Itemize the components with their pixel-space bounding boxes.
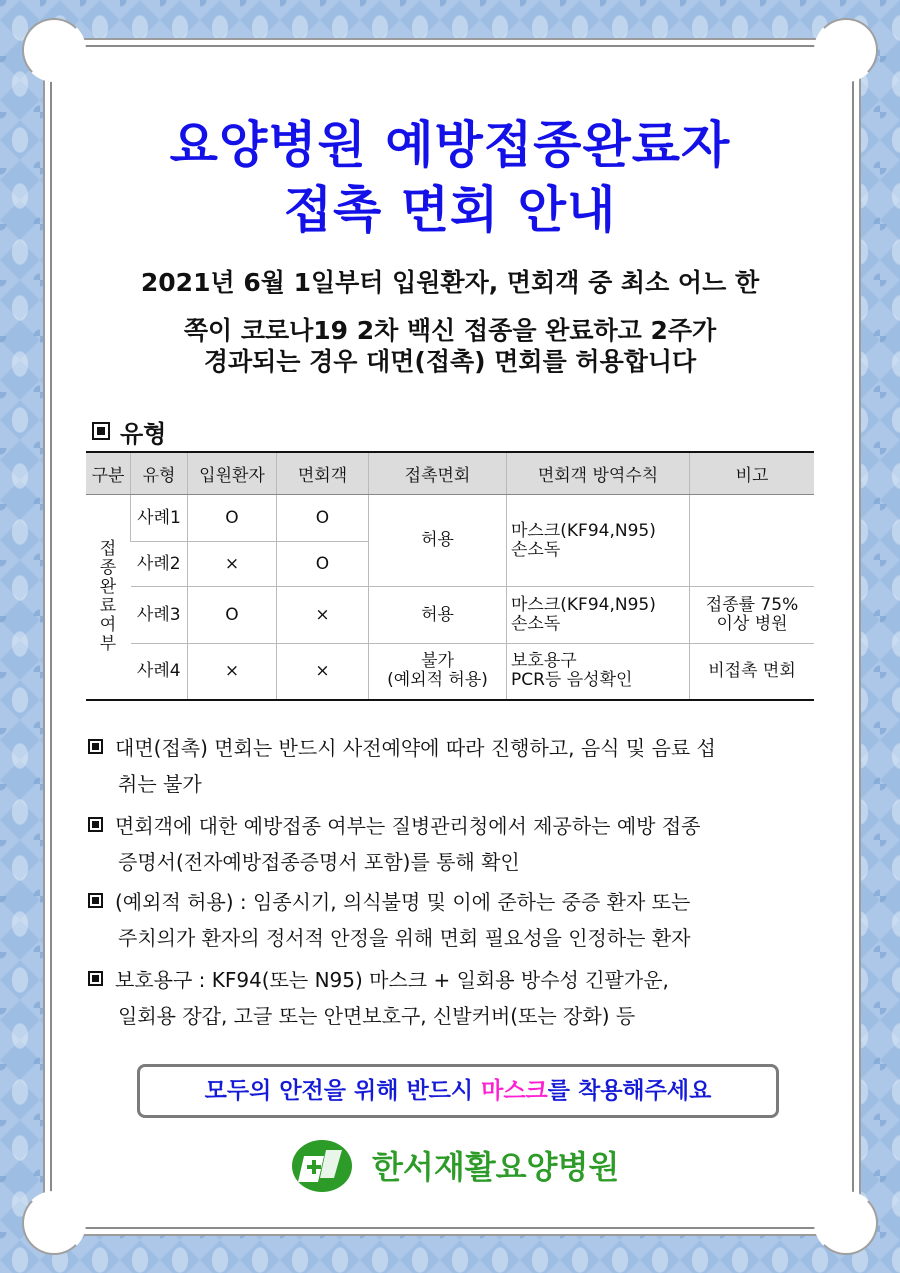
bullet-square-icon: [88, 817, 103, 832]
section-label: 유형: [120, 420, 167, 448]
contact-cell: 불가 (예외적 허용): [369, 644, 507, 700]
notice-highlight: 마스크: [481, 1078, 548, 1104]
bullet-square-icon: [92, 422, 110, 440]
section-heading: [92, 414, 166, 449]
contact-cell: 허용: [369, 587, 507, 644]
note-cell: 접종률 75% 이상 병원: [690, 587, 815, 644]
visitor-cell: ×: [277, 644, 369, 700]
table-header: 비고: [690, 452, 815, 495]
patient-cell: ×: [188, 644, 277, 700]
table-header-row: [86, 452, 814, 495]
bullet-item: (예외적 허용) : 임종시기, 의식불명 및 이에 준하는 중증 환자 또는 주치의가 환자의 정서적 안정을 위해 면회 필요성을 인정하는 환자: [88, 884, 818, 956]
ornament-corner-top-right: [814, 18, 878, 82]
visitor-cell: ×: [277, 587, 369, 644]
hospital-name: 한서재활요양병원: [372, 1148, 620, 1186]
bullet-square-icon: [88, 971, 103, 986]
bullet-item: 보호용구 : KF94(또는 N95) 마스크 + 일회용 방수성 긴팔가운, 일회용 장갑, 고글 또는 안면보호구, 신발커버(또는 장화) 등: [88, 962, 818, 1034]
table-header: 면회객 방역수칙: [507, 452, 690, 495]
table-row: [86, 644, 814, 700]
table-header: 접촉면회: [369, 452, 507, 495]
poster-title-line1: 요양병원 예방접종완료자: [169, 116, 731, 174]
bullet-item: 면회객에 대한 예방접종 여부는 질병관리청에서 제공하는 예방 접종 증명서(전자예방접종증명서 포함)를 통해 확인: [88, 808, 818, 880]
group-label-cell: 접 종 완 료 여 부: [86, 495, 131, 700]
rules-cell: 마스크(KF94,N95) 손소독: [507, 495, 690, 587]
mask-notice-box: 모두의 안전을 위해 반드시 마스크를 착용해주세요: [137, 1064, 779, 1118]
ornament-corner-bottom-right: [814, 1191, 878, 1255]
bullet-square-icon: [88, 739, 103, 754]
patient-cell: O: [188, 587, 277, 644]
intro-line3: 경과되는 경우 대면(접촉) 면회를 허용합니다: [203, 347, 697, 376]
note-cell: [690, 495, 815, 587]
table-row: [86, 587, 814, 644]
table-header: 면회객: [277, 452, 369, 495]
note-cell: 비접촉 면회: [690, 644, 815, 700]
table-header: 구분: [86, 452, 131, 495]
patient-cell: O: [188, 495, 277, 542]
type-cell: 사례3: [131, 587, 188, 644]
bullet-square-icon: [88, 893, 103, 908]
type-cell: 사례2: [131, 542, 188, 587]
ornament-corner-bottom-left: [22, 1191, 86, 1255]
type-cell: 사례1: [131, 495, 188, 542]
table-header: 유형: [131, 452, 188, 495]
rules-cell: 보호용구 PCR등 음성확인: [507, 644, 690, 700]
contact-cell: 허용: [369, 495, 507, 587]
visitor-cell: O: [277, 542, 369, 587]
poster-title-line2: 접촉 면회 안내: [283, 181, 617, 239]
intro-line1: 2021년 6월 1일부터 입원환자, 면회객 중 최소 어느 한: [140, 268, 760, 297]
patient-cell: ×: [188, 542, 277, 587]
table-row: [86, 495, 814, 542]
table-header: 입원환자: [188, 452, 277, 495]
rules-cell: 마스크(KF94,N95) 손소독: [507, 587, 690, 644]
visit-type-table: [86, 451, 814, 701]
intro-line2: 쪽이 코로나19 2차 백신 접종을 완료하고 2주가: [183, 316, 717, 345]
ornament-corner-top-left: [22, 18, 86, 82]
visitor-cell: O: [277, 495, 369, 542]
type-cell: 사례4: [131, 644, 188, 700]
bullet-item: 대면(접촉) 면회는 반드시 사전예약에 따라 진행하고, 음식 및 음료 섭 취는 불가: [88, 730, 818, 802]
